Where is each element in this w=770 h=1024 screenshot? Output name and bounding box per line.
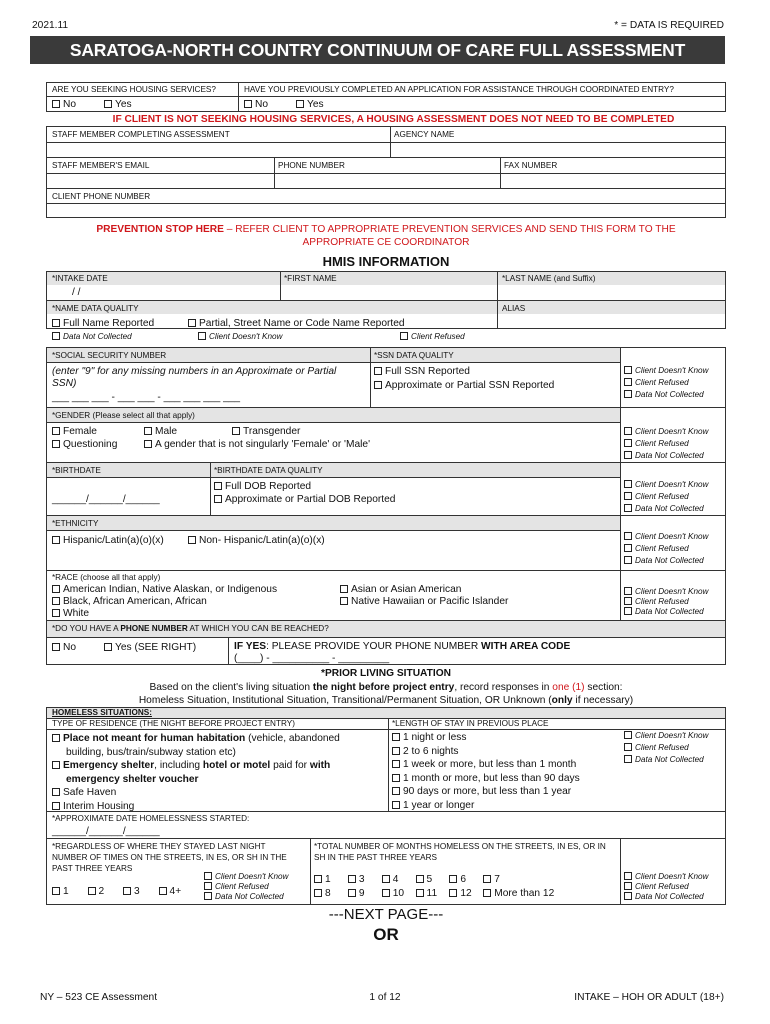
checkbox-icon[interactable] xyxy=(314,875,322,883)
page-title: SARATOGA-NORTH COUNTRY CONTINUUM OF CARE FULL ASSESSMENT xyxy=(30,36,725,64)
checkbox-icon[interactable] xyxy=(144,440,152,448)
gender-dk-options: Client Doesn't Know Client Refused Data Not Collected xyxy=(624,426,708,462)
homeless-heading: HOMELESS SITUATIONS: xyxy=(52,708,152,717)
gender-transgender-option[interactable]: Transgender xyxy=(232,426,300,437)
months-option[interactable]: 10 xyxy=(382,888,413,899)
checkbox-icon[interactable] xyxy=(483,889,491,897)
los-option[interactable]: 1 night or less xyxy=(392,731,580,745)
checkbox-icon[interactable] xyxy=(392,787,400,795)
months-homeless-label: *TOTAL NUMBER OF MONTHS HOMELESS ON THE STREETS, IN ES, OR IN SH IN THE PAST THREE YEARS xyxy=(314,842,606,862)
checkbox-icon[interactable] xyxy=(624,597,632,605)
checkbox-icon[interactable] xyxy=(483,875,491,883)
checkbox-icon[interactable] xyxy=(52,100,60,108)
checkbox-icon[interactable] xyxy=(624,882,632,890)
residence-type-options xyxy=(52,732,340,813)
last-name-label: *LAST NAME (and Suffix) xyxy=(502,274,596,283)
checkbox-icon[interactable] xyxy=(624,427,632,435)
checkbox-icon[interactable] xyxy=(382,889,390,897)
checkbox-icon[interactable] xyxy=(52,427,60,435)
checkbox-icon[interactable] xyxy=(52,734,60,742)
ssn-quality-label: *SSN DATA QUALITY xyxy=(374,351,454,360)
checkbox-icon[interactable] xyxy=(198,332,206,340)
checkbox-icon[interactable] xyxy=(624,872,632,880)
los-option[interactable]: 1 month or more, but less than 90 days xyxy=(392,772,580,786)
checkbox-icon[interactable] xyxy=(374,367,382,375)
residence-interim-housing[interactable]: Interim Housing xyxy=(52,800,340,814)
race-hawaiian-option[interactable]: Native Hawaiian or Pacific Islander xyxy=(340,596,508,607)
checkbox-icon[interactable] xyxy=(624,755,632,763)
times-option[interactable]: 1 xyxy=(52,886,69,897)
race-white-option[interactable]: White xyxy=(52,608,89,619)
months-option[interactable]: 1 xyxy=(314,874,345,885)
checkbox-icon[interactable] xyxy=(400,332,408,340)
gender-female-option[interactable]: Female xyxy=(52,426,97,437)
staff-box xyxy=(46,126,726,218)
seeking-housing-yes[interactable]: Yes xyxy=(104,99,132,110)
months-option[interactable]: 7 xyxy=(483,874,514,885)
client-phone-label: CLIENT PHONE NUMBER xyxy=(52,192,151,201)
checkbox-icon[interactable] xyxy=(348,875,356,883)
residence-type-label: TYPE OF RESIDENCE (THE NIGHT BEFORE PROJECT ENTRY) xyxy=(52,719,295,728)
ssn-input[interactable]: ___ ___ ___ - ___ ___ - ___ ___ ___ ___ xyxy=(52,392,241,403)
los-dk-options: Client Doesn't Know Client Refused Data Not Collected xyxy=(624,730,708,766)
checkbox-icon[interactable] xyxy=(52,887,60,895)
residence-place-not-meant[interactable]: Place not meant for human habitation (vehicle, abandoned xyxy=(52,732,340,746)
los-option[interactable]: 1 year or longer xyxy=(392,799,580,813)
checkbox-icon[interactable] xyxy=(449,875,457,883)
months-option[interactable]: 9 xyxy=(348,888,379,899)
prevention-notice: PREVENTION STOP HERE – REFER CLIENT TO APPROPRIATE PREVENTION SERVICES AND SEND THIS FORM TO THE APPROPRIATE CE COORDINATOR xyxy=(96,224,676,248)
next-page-label: ---NEXT PAGE--- xyxy=(328,906,444,923)
gender-other-option[interactable]: A gender that is not singularly 'Female' or 'Male' xyxy=(144,439,370,450)
checkbox-icon[interactable] xyxy=(52,319,60,327)
fax-number-label: FAX NUMBER xyxy=(504,161,558,170)
first-name-label: *FIRST NAME xyxy=(284,274,337,283)
race-black-option[interactable]: Black, African American, African xyxy=(52,596,207,607)
staff-email-label: STAFF MEMBER'S EMAIL xyxy=(52,161,150,170)
checkbox-icon[interactable] xyxy=(52,440,60,448)
name-quality-label: *NAME DATA QUALITY xyxy=(52,304,139,313)
seeking-housing-label: ARE YOU SEEKING HOUSING SERVICES? xyxy=(52,85,216,94)
previous-application-no[interactable]: No xyxy=(244,99,268,110)
phone-provide-label: IF YES: PLEASE PROVIDE YOUR PHONE NUMBER WITH AREA CODE xyxy=(234,641,571,652)
times-option[interactable]: 2 xyxy=(88,886,105,897)
required-note: * = DATA IS REQUIRED xyxy=(614,20,724,31)
agency-name-label: AGENCY NAME xyxy=(394,130,455,139)
race-label: *RACE (choose all that apply) xyxy=(52,573,161,582)
residence-emergency-shelter-cont: emergency shelter voucher xyxy=(66,773,199,785)
phone-number-label: PHONE NUMBER xyxy=(278,161,345,170)
birthdate-dk-options: Client Doesn't Know Client Refused Data Not Collected xyxy=(624,479,708,515)
name-full-option[interactable]: Full Name Reported xyxy=(52,318,154,329)
prior-living-heading: *PRIOR LIVING SITUATION xyxy=(321,668,451,679)
times-homeless-label: *REGARDLESS OF WHERE THEY STAYED LAST NIGHT NUMBER OF TIMES ON THE STREETS, IN ES, OR SH IN THE PAST THREE YEARS xyxy=(52,842,287,873)
times-dk-options: Client Doesn't Know Client Refused Data Not Collected xyxy=(204,872,288,902)
birthdate-label: *BIRTHDATE xyxy=(52,466,101,475)
checkbox-icon[interactable] xyxy=(624,607,632,615)
checkbox-icon[interactable] xyxy=(382,875,390,883)
phone-question-label: *DO YOU HAVE A PHONE NUMBER AT WHICH YOU CAN BE REACHED? xyxy=(52,624,329,633)
checkbox-icon[interactable] xyxy=(123,887,131,895)
residence-safe-haven[interactable]: Safe Haven xyxy=(52,786,340,800)
checkbox-icon[interactable] xyxy=(52,643,60,651)
checkbox-icon[interactable] xyxy=(204,872,212,880)
race-asian-option[interactable]: Asian or Asian American xyxy=(340,584,461,595)
checkbox-icon[interactable] xyxy=(104,643,112,651)
client-phone-input[interactable]: (____) - __________ - _________ xyxy=(234,653,390,664)
footer-left: NY – 523 CE Assessment xyxy=(40,992,158,1003)
checkbox-icon[interactable] xyxy=(214,482,222,490)
ssn-label: *SOCIAL SECURITY NUMBER xyxy=(52,351,167,360)
birthdate-input[interactable]: ______/______/______ xyxy=(52,494,160,505)
checkbox-icon[interactable] xyxy=(52,536,60,544)
months-dk-options: Client Doesn't Know Client Refused Data Not Collected xyxy=(624,872,708,902)
dob-full-option[interactable]: Full DOB Reported xyxy=(214,481,311,492)
los-option[interactable]: 90 days or more, but less than 1 year xyxy=(392,785,580,799)
checkbox-icon[interactable] xyxy=(624,731,632,739)
times-option[interactable]: 3 xyxy=(123,886,140,897)
checkbox-icon[interactable] xyxy=(449,889,457,897)
checkbox-icon[interactable] xyxy=(624,492,632,500)
gender-label: *GENDER (Please select all that apply) xyxy=(52,411,195,420)
checkbox-icon[interactable] xyxy=(314,889,322,897)
checkbox-icon[interactable] xyxy=(204,892,212,900)
checkbox-icon[interactable] xyxy=(624,892,632,900)
checkbox-icon[interactable] xyxy=(624,556,632,564)
checkbox-icon[interactable] xyxy=(159,887,167,895)
previous-application-label: HAVE YOU PREVIOUSLY COMPLETED AN APPLICATION FOR ASSISTANCE THROUGH COORDINATED ENTRY? xyxy=(244,85,674,94)
gender-questioning-option[interactable]: Questioning xyxy=(52,439,117,450)
los-option[interactable]: 2 to 6 nights xyxy=(392,745,580,759)
checkbox-icon[interactable] xyxy=(340,585,348,593)
checkbox-icon[interactable] xyxy=(624,480,632,488)
name-partial-option[interactable]: Partial, Street Name or Code Name Reported xyxy=(188,318,405,329)
ssn-dk-options: Client Doesn't Know Client Refused Data Not Collected xyxy=(624,365,708,401)
months-row-1 xyxy=(314,874,614,885)
ssn-full-option[interactable]: Full SSN Reported xyxy=(374,366,470,377)
version-label: 2021.11 xyxy=(32,20,69,31)
or-label: OR xyxy=(373,925,399,944)
dob-partial-option[interactable]: Approximate or Partial DOB Reported xyxy=(214,494,395,505)
months-row-2 xyxy=(314,888,614,899)
intake-date-label: *INTAKE DATE xyxy=(52,274,108,283)
residence-emergency-shelter[interactable]: Emergency shelter, including hotel or motel paid for with xyxy=(52,759,340,773)
checkbox-icon[interactable] xyxy=(624,587,632,595)
checkbox-icon[interactable] xyxy=(52,609,60,617)
months-option[interactable]: 8 xyxy=(314,888,345,899)
checkbox-icon[interactable] xyxy=(52,761,60,769)
checkbox-icon[interactable] xyxy=(88,887,96,895)
checkbox-icon[interactable] xyxy=(624,743,632,751)
months-option[interactable]: 12 xyxy=(449,888,480,899)
approx-date-label: *APPROXIMATE DATE HOMELESSNESS STARTED: xyxy=(52,814,250,823)
checkbox-icon[interactable] xyxy=(392,747,400,755)
checkbox-icon[interactable] xyxy=(624,439,632,447)
months-option[interactable]: More than 12 xyxy=(483,888,554,899)
hmis-heading: HMIS INFORMATION xyxy=(322,254,450,269)
name-refused-option[interactable]: Client Refused xyxy=(400,332,465,341)
checkbox-icon[interactable] xyxy=(52,597,60,605)
checkbox-icon[interactable] xyxy=(624,532,632,540)
months-option[interactable]: 6 xyxy=(449,874,480,885)
ssn-partial-option[interactable]: Approximate or Partial SSN Reported xyxy=(374,380,554,391)
checkbox-icon[interactable] xyxy=(104,100,112,108)
checkbox-icon[interactable] xyxy=(52,585,60,593)
gender-male-option[interactable]: Male xyxy=(144,426,177,437)
checkbox-icon[interactable] xyxy=(52,788,60,796)
checkbox-icon[interactable] xyxy=(188,319,196,327)
prior-living-intro: Based on the client's living situation the night before project entry, record responses in one (1) section: Homeless Situation, Institutional Situation, Transitional/Permanent Situation, OR Unknown (only if necessary) xyxy=(138,682,634,706)
ethnicity-dk-options: Client Doesn't Know Client Refused Data Not Collected xyxy=(624,531,708,567)
months-option[interactable]: 5 xyxy=(416,874,447,885)
checkbox-icon[interactable] xyxy=(624,504,632,512)
footer-right: INTAKE – HOH OR ADULT (18+) xyxy=(574,992,724,1003)
checkbox-icon[interactable] xyxy=(52,802,60,810)
previous-application-yes[interactable]: Yes xyxy=(296,99,324,110)
intake-date-input[interactable]: / / xyxy=(72,287,81,298)
name-doesnt-know-option[interactable]: Client Doesn't Know xyxy=(198,332,282,341)
checkbox-icon[interactable] xyxy=(144,427,152,435)
checkbox-icon[interactable] xyxy=(204,882,212,890)
checkbox-icon[interactable] xyxy=(52,332,60,340)
checkbox-icon[interactable] xyxy=(624,544,632,552)
not-seeking-notice: IF CLIENT IS NOT SEEKING HOUSING SERVICES, A HOUSING ASSESSMENT DOES NOT NEED TO BE COMPLETED xyxy=(112,114,675,125)
months-option[interactable]: 4 xyxy=(382,874,413,885)
name-not-collected-option[interactable]: Data Not Collected xyxy=(52,332,132,341)
staff-completing-label: STAFF MEMBER COMPLETING ASSESSMENT xyxy=(52,130,230,139)
times-option[interactable]: 4+ xyxy=(159,886,182,897)
seeking-housing-no[interactable]: No xyxy=(52,99,76,110)
checkbox-icon[interactable] xyxy=(296,100,304,108)
checkbox-icon[interactable] xyxy=(624,378,632,386)
checkbox-icon[interactable] xyxy=(416,875,424,883)
times-options xyxy=(52,886,181,897)
phone-yes-option[interactable]: Yes (SEE RIGHT) xyxy=(104,642,196,653)
checkbox-icon[interactable] xyxy=(392,774,400,782)
checkbox-icon[interactable] xyxy=(348,889,356,897)
approx-date-input[interactable]: ______/______/______ xyxy=(52,826,160,837)
race-dk-options: Client Doesn't Know Client Refused Data Not Collected xyxy=(624,587,708,617)
checkbox-icon[interactable] xyxy=(392,760,400,768)
residence-place-not-meant-cont: building, bus/train/subway station etc) xyxy=(66,746,236,758)
birthdate-quality-label: *BIRTHDATE DATA QUALITY xyxy=(214,466,323,475)
phone-no-option[interactable]: No xyxy=(52,642,76,653)
checkbox-icon[interactable] xyxy=(392,733,400,741)
months-option[interactable]: 3 xyxy=(348,874,379,885)
checkbox-icon[interactable] xyxy=(214,495,222,503)
ethnicity-hispanic-option[interactable]: Hispanic/Latin(a)(o)(x) xyxy=(52,535,164,546)
checkbox-icon[interactable] xyxy=(374,381,382,389)
checkbox-icon[interactable] xyxy=(624,390,632,398)
checkbox-icon[interactable] xyxy=(340,597,348,605)
race-american-indian-option[interactable]: American Indian, Native Alaskan, or Indigenous xyxy=(52,584,277,595)
ethnicity-non-hispanic-option[interactable]: Non- Hispanic/Latin(a)(o)(x) xyxy=(188,535,325,546)
checkbox-icon[interactable] xyxy=(188,536,196,544)
los-option[interactable]: 1 week or more, but less than 1 month xyxy=(392,758,580,772)
page-number: 1 of 12 xyxy=(369,992,401,1003)
length-of-stay-options xyxy=(392,731,580,813)
checkbox-icon[interactable] xyxy=(232,427,240,435)
checkbox-icon[interactable] xyxy=(624,366,632,374)
months-option[interactable]: 11 xyxy=(416,888,447,899)
checkbox-icon[interactable] xyxy=(244,100,252,108)
length-of-stay-label: *LENGTH OF STAY IN PREVIOUS PLACE xyxy=(392,719,549,728)
ethnicity-label: *ETHNICITY xyxy=(52,519,99,528)
ssn-hint: (enter "9" for any missing numbers in an Approximate or Partial SSN) xyxy=(52,366,337,389)
checkbox-icon[interactable] xyxy=(624,451,632,459)
alias-label: ALIAS xyxy=(502,304,526,313)
checkbox-icon[interactable] xyxy=(416,889,424,897)
checkbox-icon[interactable] xyxy=(392,801,400,809)
